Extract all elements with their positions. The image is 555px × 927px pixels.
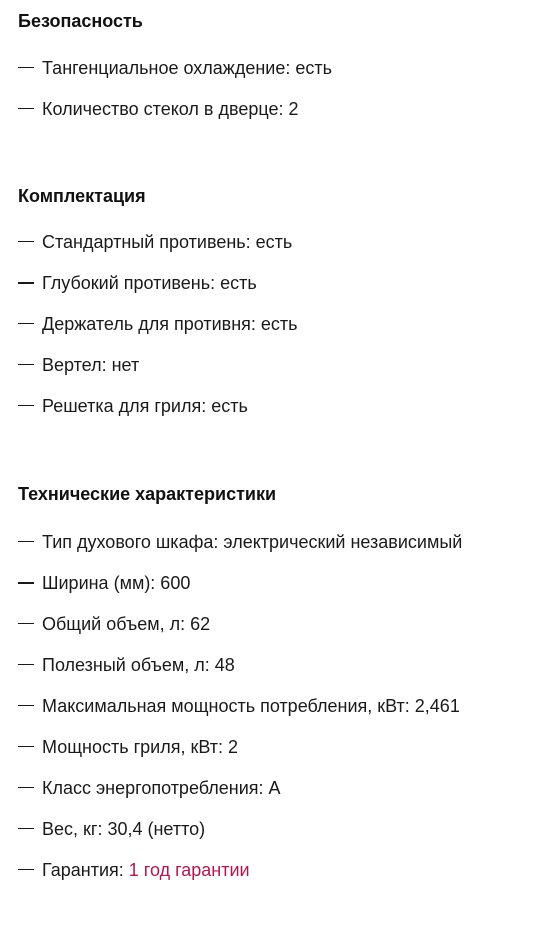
spec-item	[18, 685, 555, 726]
dash-icon	[18, 108, 34, 109]
spec-text: Полезный объем, л: 48	[42, 654, 235, 675]
spec-item	[18, 808, 555, 849]
spec-item	[18, 344, 555, 385]
dash-icon	[18, 241, 34, 242]
spec-text: Держатель для противня: есть	[42, 313, 298, 334]
dash-icon	[18, 323, 34, 324]
section-technical-specs	[18, 482, 555, 890]
dash-icon	[18, 664, 34, 665]
spec-text: Тангенциальное охлаждение: есть	[42, 57, 332, 78]
spec-item	[18, 303, 555, 344]
spec-item	[18, 262, 555, 303]
dash-icon	[18, 282, 34, 284]
spec-item	[18, 221, 555, 262]
spec-text: Максимальная мощность потребления, кВт: 2,461	[42, 695, 460, 716]
dash-icon	[18, 746, 34, 747]
dash-icon	[18, 364, 34, 365]
spec-text: Глубокий противень: есть	[42, 272, 257, 293]
spec-item	[18, 562, 555, 603]
spec-text: Вес, кг: 30,4 (нетто)	[42, 818, 206, 839]
dash-icon	[18, 787, 34, 788]
spec-item	[18, 767, 555, 808]
spec-item	[18, 521, 555, 562]
spec-text: Тип духового шкафа: электрический независимый	[42, 531, 463, 552]
spec-text: Общий объем, л: 62	[42, 613, 211, 634]
spec-text: Решетка для гриля: есть	[42, 395, 248, 416]
section-equipment	[18, 184, 555, 426]
dash-icon	[18, 67, 34, 68]
dash-icon	[18, 828, 34, 829]
section-safety	[18, 9, 555, 129]
dash-icon	[18, 405, 34, 406]
section-title: Безопасность	[18, 11, 143, 31]
spec-text: Мощность гриля, кВт: 2	[42, 736, 239, 757]
spec-text: Количество стекол в дверце: 2	[42, 98, 299, 119]
spec-text: Вертел: нет	[42, 354, 140, 375]
spec-item-warranty	[18, 849, 555, 890]
spec-text: Класс энергопотребления: A	[42, 777, 281, 798]
spec-item	[18, 726, 555, 767]
spec-item	[18, 385, 555, 426]
spec-list	[18, 221, 555, 426]
dash-icon	[18, 869, 34, 870]
spec-text: Ширина (мм): 600	[42, 572, 191, 593]
dash-icon	[18, 541, 34, 542]
warranty-link[interactable]: 1 год гарантии	[128, 859, 250, 880]
dash-icon	[18, 705, 34, 706]
spec-item	[18, 644, 555, 685]
section-title: Комплектация	[18, 186, 146, 206]
spec-list	[18, 521, 555, 890]
spec-item	[18, 603, 555, 644]
section-title: Технические характеристики	[18, 484, 277, 504]
dash-icon	[18, 623, 34, 624]
dash-icon	[18, 582, 34, 584]
spec-text: Стандартный противень: есть	[42, 231, 293, 252]
spec-list	[18, 47, 555, 129]
spec-text: Гарантия:	[42, 859, 129, 880]
spec-item	[18, 47, 555, 88]
spec-item	[18, 88, 555, 129]
